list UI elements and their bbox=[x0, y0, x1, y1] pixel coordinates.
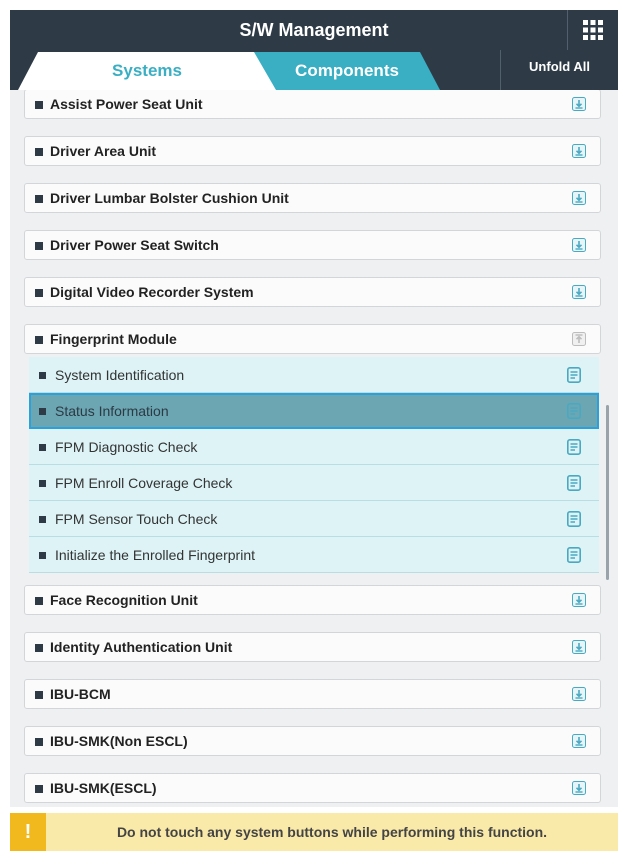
expand-download-icon[interactable] bbox=[572, 781, 586, 795]
bullet-marker bbox=[39, 552, 46, 559]
sub-item[interactable] bbox=[29, 429, 599, 465]
expand-download-icon[interactable] bbox=[572, 593, 586, 607]
bullet-marker bbox=[35, 738, 43, 746]
system-item[interactable] bbox=[24, 585, 601, 615]
system-label: Driver Lumbar Bolster Cushion Unit bbox=[50, 190, 289, 206]
system-item[interactable] bbox=[24, 773, 601, 803]
system-label: Driver Area Unit bbox=[50, 143, 157, 159]
tab-systems-label[interactable]: Systems bbox=[112, 61, 182, 80]
sub-item-selected[interactable] bbox=[29, 393, 599, 429]
document-icon[interactable] bbox=[567, 403, 581, 419]
expand-download-icon[interactable] bbox=[572, 687, 586, 701]
app-header bbox=[10, 10, 618, 50]
bullet-marker bbox=[35, 148, 43, 156]
expand-download-icon[interactable] bbox=[572, 144, 586, 158]
warning-banner bbox=[10, 813, 618, 851]
expand-download-icon[interactable] bbox=[572, 238, 586, 252]
grid-menu-icon bbox=[583, 20, 603, 40]
system-label: Assist Power Seat Unit bbox=[50, 96, 203, 112]
document-icon[interactable] bbox=[567, 475, 581, 491]
bullet-marker bbox=[35, 242, 43, 250]
document-icon[interactable] bbox=[567, 511, 581, 527]
system-item[interactable] bbox=[24, 90, 601, 119]
expand-download-icon[interactable] bbox=[572, 191, 586, 205]
bullet-marker bbox=[39, 516, 46, 523]
sub-item-label: Status Information bbox=[55, 403, 169, 419]
bullet-marker bbox=[35, 195, 43, 203]
system-label: IBU-SMK(ESCL) bbox=[50, 780, 157, 796]
system-label: Identity Authentication Unit bbox=[50, 639, 233, 655]
sub-item-label: System Identification bbox=[55, 367, 185, 383]
sub-item-label: FPM Diagnostic Check bbox=[55, 439, 198, 455]
warning-icon: ! bbox=[10, 813, 46, 851]
system-item[interactable] bbox=[24, 230, 601, 260]
document-icon[interactable] bbox=[567, 547, 581, 563]
sub-item[interactable] bbox=[29, 537, 599, 573]
system-label: IBU-SMK(Non ESCL) bbox=[50, 733, 188, 749]
sub-item-label: FPM Sensor Touch Check bbox=[55, 511, 218, 527]
bullet-marker bbox=[39, 408, 46, 415]
system-label: IBU-BCM bbox=[50, 686, 111, 702]
system-label: Face Recognition Unit bbox=[50, 592, 198, 608]
system-label: Fingerprint Module bbox=[50, 331, 177, 347]
bullet-marker bbox=[35, 644, 43, 652]
system-item[interactable] bbox=[24, 679, 601, 709]
system-item[interactable] bbox=[24, 277, 601, 307]
expand-download-icon[interactable] bbox=[572, 734, 586, 748]
system-item[interactable] bbox=[24, 136, 601, 166]
bullet-marker bbox=[35, 597, 43, 605]
grid-menu-button[interactable] bbox=[567, 10, 618, 50]
document-icon[interactable] bbox=[567, 367, 581, 383]
expand-download-icon[interactable] bbox=[572, 640, 586, 654]
expand-download-icon[interactable] bbox=[572, 285, 586, 299]
page-title: S/W Management bbox=[239, 20, 389, 40]
bullet-marker bbox=[35, 101, 43, 109]
bullet-marker bbox=[35, 289, 43, 297]
scrollbar[interactable] bbox=[606, 405, 609, 580]
system-label: Digital Video Recorder System bbox=[50, 284, 254, 300]
sub-item[interactable] bbox=[29, 501, 599, 537]
system-item[interactable] bbox=[24, 324, 601, 354]
unfold-all-button[interactable]: Unfold All bbox=[500, 50, 618, 90]
document-icon[interactable] bbox=[567, 439, 581, 455]
tab-components-label[interactable]: Components bbox=[295, 61, 399, 80]
system-label: Driver Power Seat Switch bbox=[50, 237, 219, 253]
system-item[interactable] bbox=[24, 632, 601, 662]
sub-item[interactable] bbox=[29, 357, 599, 393]
system-list[interactable] bbox=[10, 90, 618, 807]
bullet-marker bbox=[39, 372, 46, 379]
bullet-marker bbox=[35, 336, 43, 344]
bullet-marker bbox=[35, 785, 43, 793]
sub-item[interactable] bbox=[29, 465, 599, 501]
warning-text: Do not touch any system buttons while performing this function. bbox=[116, 824, 548, 840]
sub-item-label: Initialize the Enrolled Fingerprint bbox=[55, 547, 255, 563]
sub-item-label: FPM Enroll Coverage Check bbox=[55, 475, 233, 491]
bullet-marker bbox=[35, 691, 43, 699]
expand-download-icon[interactable] bbox=[572, 97, 586, 111]
system-item[interactable] bbox=[24, 726, 601, 756]
bullet-marker bbox=[39, 444, 46, 451]
bullet-marker bbox=[39, 480, 46, 487]
collapse-icon[interactable] bbox=[572, 332, 586, 346]
system-item[interactable] bbox=[24, 183, 601, 213]
tab-bar bbox=[10, 50, 618, 90]
